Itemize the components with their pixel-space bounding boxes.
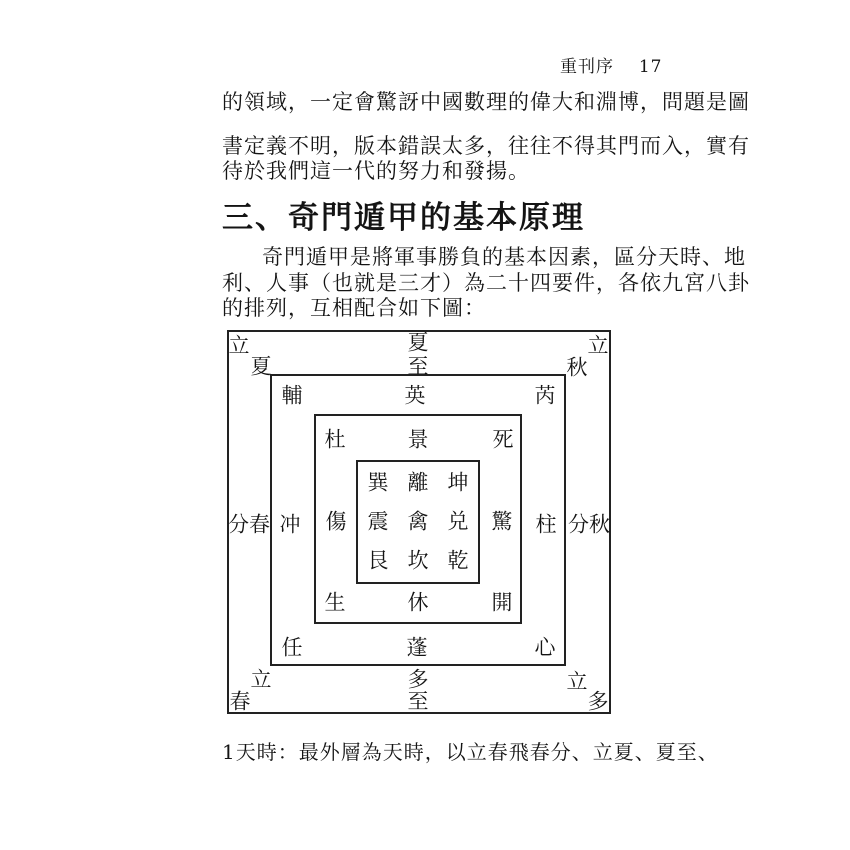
star-nw: 輔 xyxy=(281,383,303,408)
door-sw: 生 xyxy=(324,590,346,615)
door-ne: 死 xyxy=(492,427,514,452)
term-top-right-b: 秋 xyxy=(566,355,588,380)
star-n: 英 xyxy=(404,383,426,408)
star-w: 冲 xyxy=(279,512,301,537)
door-nw: 杜 xyxy=(324,427,346,452)
term-bottom-right-a: 立 xyxy=(566,669,588,694)
trigram-nw: 巽 xyxy=(367,470,389,495)
paragraph-line-3: 待於我們這一代的努力和發揚。 xyxy=(222,159,530,183)
term-bottom-right-b: 多 xyxy=(587,689,609,714)
trigram-se: 乾 xyxy=(447,548,469,573)
term-left: 分春 xyxy=(228,512,270,537)
term-right: 分秋 xyxy=(568,512,610,537)
paragraph-line-1: 的領域，一定會驚訝中國數理的偉大和淵博，問題是圖 xyxy=(222,90,750,114)
trigram-ne: 坤 xyxy=(447,470,469,495)
trigram-c: 禽 xyxy=(407,509,429,534)
door-w: 傷 xyxy=(325,509,347,534)
star-ne: 芮 xyxy=(534,383,556,408)
intro-line-2: 利、人事（也就是三才）為二十四要件，各依九宮八卦 xyxy=(222,271,750,295)
paragraph-line-2: 書定義不明，版本錯誤太多，往往不得其門而入，實有 xyxy=(222,134,750,158)
star-sw: 任 xyxy=(281,635,303,660)
door-s: 休 xyxy=(407,590,429,615)
trigram-e: 兑 xyxy=(447,509,469,534)
trigram-w: 震 xyxy=(367,509,389,534)
chapter-title: 重刊序 xyxy=(560,57,614,77)
intro-line-1: 奇門遁甲是將軍事勝負的基本因素，區分天時、地 xyxy=(262,245,746,269)
term-bottom-left-a: 立 xyxy=(250,667,272,692)
term-top-right-a: 立 xyxy=(587,333,609,358)
term-bottom-center-a: 多 xyxy=(407,667,429,692)
trigram-s: 坎 xyxy=(407,548,429,573)
intro-line-3: 的排列，互相配合如下圖： xyxy=(222,296,486,320)
page-header xyxy=(560,52,662,77)
term-bottom-center-b: 至 xyxy=(407,689,429,714)
term-top-left-b: 夏 xyxy=(250,354,272,379)
term-top-center-b: 至 xyxy=(407,354,429,379)
term-top-center-a: 夏 xyxy=(407,330,429,355)
trigram-sw: 艮 xyxy=(367,548,389,573)
star-se: 心 xyxy=(534,635,556,660)
door-n: 景 xyxy=(407,427,429,452)
door-se: 開 xyxy=(491,590,513,615)
page-number: 17 xyxy=(638,57,663,77)
footer-text: 1天時：最外層為天時，以立春飛春分、立夏、夏至、 xyxy=(222,740,719,764)
term-top-left-a: 立 xyxy=(228,333,250,358)
trigram-n: 離 xyxy=(407,470,429,495)
section-title: 三、奇門遁甲的基本原理 xyxy=(222,200,585,236)
door-e: 驚 xyxy=(491,509,513,534)
star-s: 蓬 xyxy=(406,635,428,660)
term-bottom-left-b: 春 xyxy=(229,689,251,714)
star-e: 柱 xyxy=(535,512,557,537)
